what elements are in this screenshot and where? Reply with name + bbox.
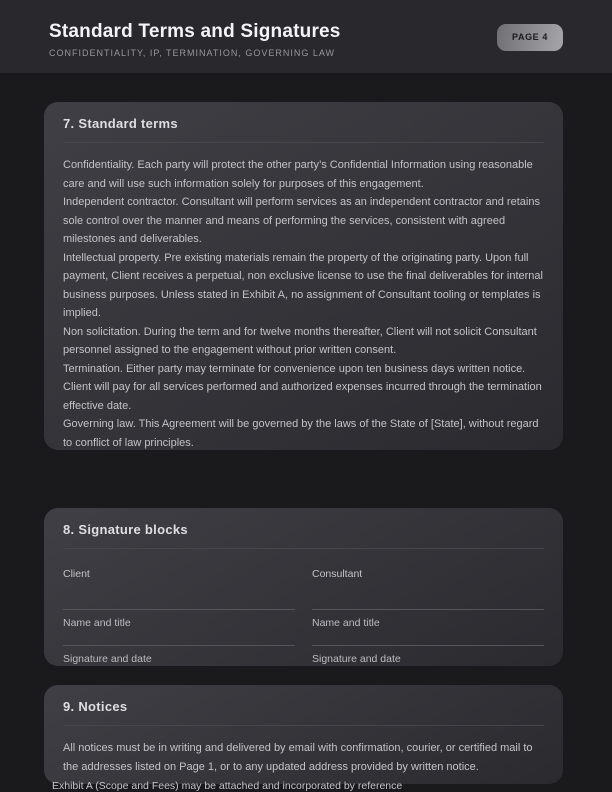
section-heading-standard-terms: 7. Standard terms <box>63 116 178 131</box>
signature-column-consultant <box>312 568 544 665</box>
section-heading-signature-blocks: 8. Signature blocks <box>63 522 188 537</box>
paragraph-confidentiality: Confidentiality. Each party will protect the other party’s Confidential Information using reasonable care and will use such information solely for purposes of this engagement. <box>63 159 533 190</box>
standard-terms-body <box>63 156 544 452</box>
field-label-signature-date: Signature and date <box>63 653 152 665</box>
page-header <box>0 0 612 73</box>
footer-note: Exhibit A (Scope and Fees) may be attached and incorporated by reference <box>52 780 403 792</box>
paragraph-notices: All notices must be in writing and delivered by email with confirmation, courier, or certified mail to the addresses listed on Page 1, or to any updated address provided by written notice. <box>63 742 533 773</box>
signature-column-client <box>63 568 295 665</box>
section-notices <box>44 685 563 784</box>
section-heading-notices: 9. Notices <box>63 699 128 714</box>
paragraph-non-solicitation: Non solicitation. During the term and for twelve months thereafter, Client will not solicit Consultant personnel assigned to the engagement without prior written consent. <box>63 325 537 356</box>
signature-line <box>63 609 295 610</box>
signature-grid <box>63 568 544 665</box>
party-label-consultant: Consultant <box>312 568 363 580</box>
page-number-badge: PAGE 4 <box>497 24 563 51</box>
section-divider <box>63 725 544 726</box>
section-standard-terms <box>44 102 563 450</box>
paragraph-intellectual-property: Intellectual property. Pre existing materials remain the property of the originating party. Upon full payment, Client receives a perpetual, non exclusive license to use the final deliverables for internal business purposes. Unless stated in Exhibit A, no assignment of Consultant tooling or templates is implied. <box>63 251 543 319</box>
page-subtitle: CONFIDENTIALITY, IP, TERMINATION, GOVERNING LAW <box>49 48 336 58</box>
section-divider <box>63 548 544 549</box>
paragraph-independent-contractor: Independent contractor. Consultant will perform services as an independent contractor and retains sole control over the manner and means of performing the services, consistent with agreed milestones and deliverables. <box>63 196 540 245</box>
section-signature-blocks <box>44 508 563 666</box>
section-divider <box>63 142 544 143</box>
notices-body <box>63 739 544 776</box>
field-label-name-title: Name and title <box>63 617 131 629</box>
party-label-client: Client <box>63 568 90 580</box>
signature-line <box>312 609 544 610</box>
field-label-name-title: Name and title <box>312 617 380 629</box>
signature-line <box>312 645 544 646</box>
page-title: Standard Terms and Signatures <box>49 21 341 42</box>
field-label-signature-date: Signature and date <box>312 653 401 665</box>
signature-line <box>63 645 295 646</box>
paragraph-termination: Termination. Either party may terminate for convenience upon ten business days written notice. Client will pay for all services performed and authorized expenses incurred through the termination effective date. <box>63 362 542 412</box>
paragraph-governing-law: Governing law. This Agreement will be governed by the laws of the State of [State], without regard to conflict of law principles. <box>63 418 539 449</box>
